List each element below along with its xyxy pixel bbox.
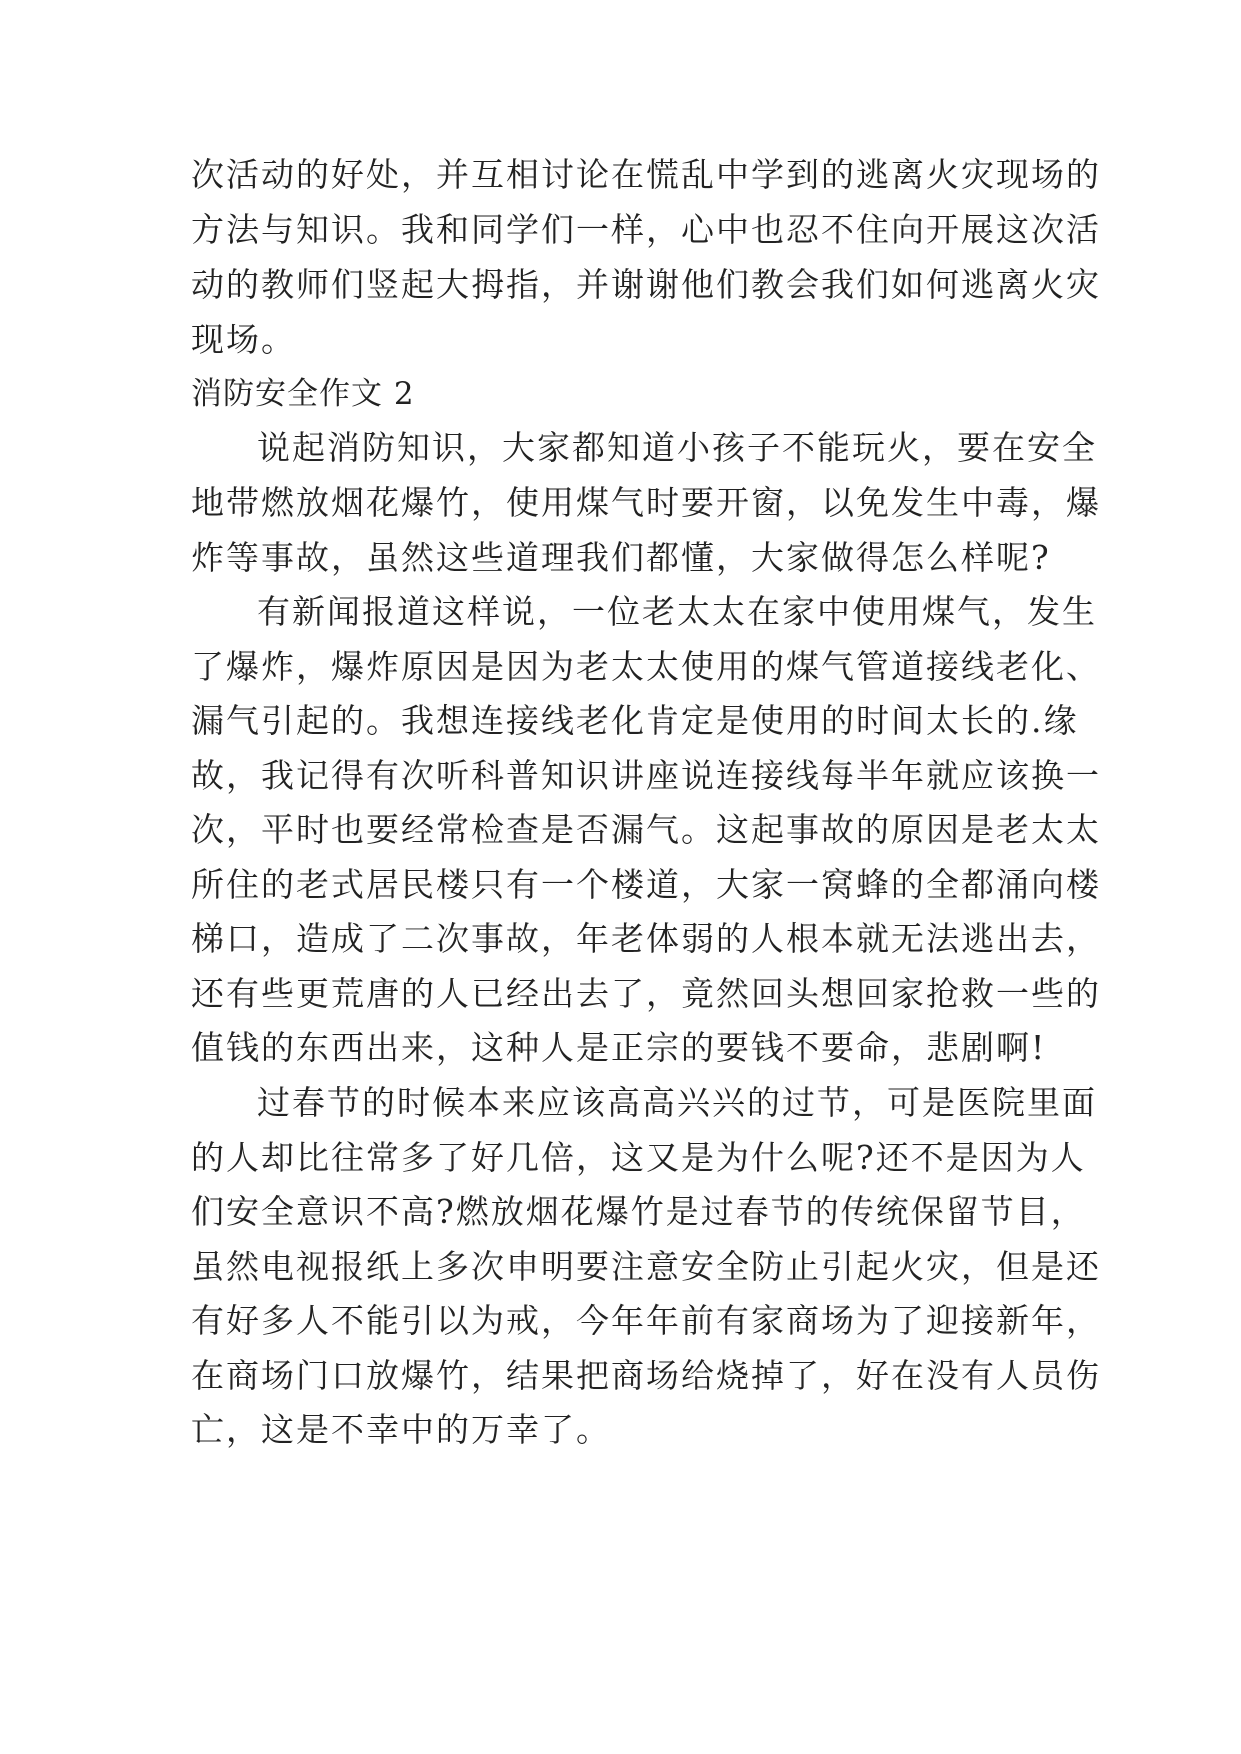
text-line: 值钱的东西出来，这种人是正宗的要钱不要命，悲剧啊! [191, 1028, 1047, 1067]
text-line: 还有些更荒唐的人已经出去了，竟然回头想回家抢救一些的 [191, 974, 1101, 1013]
text-line: 动的教师们竖起大拇指，并谢谢他们教会我们如何逃离火灾 [191, 265, 1101, 304]
text-line: 次，平时也要经常检查是否漏气。这起事故的原因是老太太 [191, 810, 1101, 849]
text-line: 的人却比往常多了好几倍，这又是为什么呢?还不是因为人 [191, 1138, 1086, 1177]
section-title: 消防安全作文 2 [191, 376, 415, 412]
text-line: 们安全意识不高?燃放烟花爆竹是过春节的传统保留节目， [191, 1192, 1086, 1231]
text-line: 故，我记得有次听科普知识讲座说连接线每半年就应该换一 [191, 756, 1101, 795]
text-line: 次活动的好处，并互相讨论在慌乱中学到的逃离火灾现场的 [191, 155, 1101, 194]
text-line: 亡，这是不幸中的万幸了。 [191, 1410, 611, 1449]
text-line: 漏气引起的。我想连接线老化肯定是使用的时间太长的.缘 [191, 701, 1079, 740]
text-line: 所住的老式居民楼只有一个楼道，大家一窝蜂的全都涌向楼 [191, 865, 1101, 904]
paragraph-first-line: 说起消防知识，大家都知道小孩子不能玩火，要在安全 [257, 428, 1097, 467]
paragraph-first-line: 有新闻报道这样说，一位老太太在家中使用煤气，发生 [257, 592, 1097, 631]
text-line: 方法与知识。我和同学们一样，心中也忍不住向开展这次活 [191, 210, 1101, 249]
text-line: 了爆炸，爆炸原因是因为老太太使用的煤气管道接线老化、 [191, 647, 1101, 686]
paragraph-first-line: 过春节的时候本来应该高高兴兴的过节，可是医院里面 [257, 1083, 1097, 1122]
text-line: 炸等事故，虽然这些道理我们都懂，大家做得怎么样呢? [191, 538, 1051, 577]
text-line: 虽然电视报纸上多次申明要注意安全防止引起火灾，但是还 [191, 1247, 1101, 1286]
text-line: 梯口，造成了二次事故，年老体弱的人根本就无法逃出去， [191, 919, 1101, 958]
text-line: 有好多人不能引以为戒，今年年前有家商场为了迎接新年， [191, 1301, 1101, 1340]
text-line: 地带燃放烟花爆竹，使用煤气时要开窗，以免发生中毒，爆 [191, 483, 1101, 522]
text-line: 在商场门口放爆竹，结果把商场给烧掉了，好在没有人员伤 [191, 1356, 1101, 1395]
text-line: 现场。 [191, 320, 296, 359]
